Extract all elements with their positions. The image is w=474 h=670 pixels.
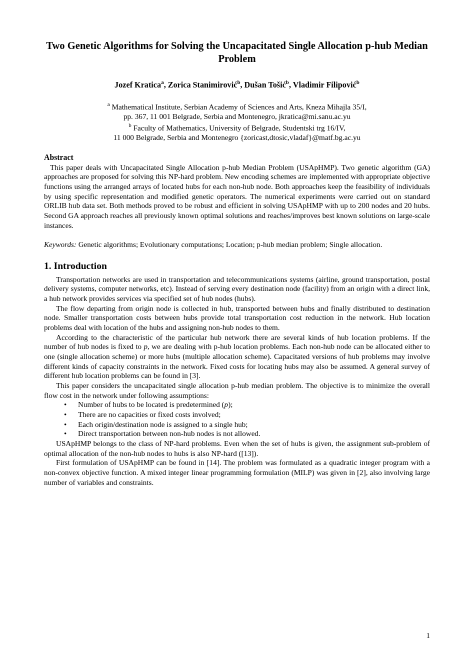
- intro-p3-part-b: , we are dealing with p-hub location problems. Each non-hub node can be allocated either to one (single allocation scheme) or more hubs (multiple allocation scheme). Capacitated versions of hub problems may involve different kinds of capacity constraints in the network. Fixed costs for locating hubs may also be assumed. A general survey of different hub location problems can be found in [3].: [44, 342, 430, 381]
- author-name: Dušan Tošić: [244, 80, 286, 90]
- list-item: [64, 420, 430, 430]
- affiliation-a-sup: a: [107, 101, 110, 108]
- bullet1-part-a: Number of hubs to be located is predetermined (: [78, 400, 225, 410]
- author-name: Zorica Stanimirović: [167, 80, 238, 90]
- intro-paragraph-3: [44, 333, 430, 381]
- assumption-list: [44, 400, 430, 439]
- affiliations: [44, 101, 430, 143]
- bullet-mark: •: [64, 429, 67, 439]
- section-heading: 1. Introduction: [44, 260, 107, 272]
- author-list: [44, 78, 430, 91]
- bullet1-part-b: );: [228, 400, 233, 410]
- affiliation-a-line2: pp. 367, 11 001 Belgrade, Serbia and Montenegro, jkratica@mi.sanu.ac.yu: [123, 111, 351, 121]
- intro-p3-part-a: According to the characteristic of the particular hub network there are several kinds of hub location problems. If the number of hub nodes is fixed to: [44, 332, 430, 352]
- affiliation-b: [44, 122, 430, 133]
- affiliation-a-line1: Mathematical Institute, Serbian Academy of Sciences and Arts, Kneza Mihajla 35/I,: [111, 102, 367, 112]
- list-item: [64, 410, 430, 420]
- affiliation-b-line1: Faculty of Mathematics, University of Belgrade, Studentski trg 16/IV,: [133, 123, 346, 133]
- intro-paragraph-2: The flow departing from origin node is collected in hub, transported between hubs and finally distributed to destination node. Smaller transportation costs between hubs provide total transportation cost reduction in the network. Hub location problems deal with location of the hubs and assigning non-hub nodes to them.: [44, 303, 430, 333]
- keywords-text: Genetic algorithms; Evolutionary computations; Location; p-hub median problem; Single allocation.: [78, 240, 383, 250]
- bullet-mark: •: [64, 419, 67, 429]
- bullet3-text: Each origin/destination node is assigned to a single hub;: [78, 419, 248, 429]
- keywords-label: Keywords:: [44, 240, 77, 250]
- author-name: Jozef Kratica: [114, 80, 162, 90]
- bullet4-text: Direct transportation between non-hub nodes is not allowed.: [78, 429, 261, 439]
- list-item: [64, 429, 430, 439]
- affiliation-a: [44, 101, 430, 112]
- intro-paragraph-4: This paper considers the uncapacitated single allocation p-hub median problem. The objective is to minimize the overall flow cost in the network under following assumptions:: [44, 381, 430, 400]
- keywords: [44, 240, 430, 250]
- author-separator: ,: [163, 80, 168, 90]
- abstract-text: This paper deals with Uncapacitated Single Allocation p-hub Median Problem (USApHMP). Two genetic algorithm (GA) approaches are proposed for solving this NP-hard problem. New encoding schemes are implemented with appropriate objective functions using the arranged arrays of located hubs for each non-hub node. Both approaches keep the feasibility of individuals by using specific representation and modified genetic operators. The numerical experiments were carried out on standard ORLIB hub data set. Both methods proved to be robust and efficient in solving USApHMP with up to 200 nodes and 20 hubs. Second GA approach reaches all previously known optimal solutions and reaches/improves best known solutions on large-scale instances.: [44, 162, 430, 230]
- author-name: Vladimir Filipović: [292, 80, 357, 90]
- intro-paragraph-5: USApHMP belongs to the class of NP-hard problems. Even when the set of hubs is given, the assignment sub-problem of optimal allocation of the non-hub nodes to hubs is also NP-hard ([13]).: [44, 438, 430, 458]
- affiliation-b-sup: b: [128, 122, 132, 129]
- intro-paragraph-1: Transportation networks are used in transportation and telecommunications systems (airline, ground transportation, postal delivery systems, computer networks, etc). Instead of serving every destination node (facility) from an origin with a direct link, a hub network provides services via specified set of hub nodes (hubs).: [44, 274, 430, 304]
- affiliation-b-line2: 11 000 Belgrade, Serbia and Montenegro {zoricast,dtosic,vladaf}@matf.bg.ac.yu: [113, 132, 361, 142]
- list-item: [64, 400, 430, 410]
- author-affil-sup: b: [237, 80, 241, 86]
- author-affil-sup: b: [285, 80, 289, 86]
- bullet-mark: •: [64, 410, 67, 419]
- paper-title: Two Genetic Algorithms for Solving the Uncapacitated Single Allocation p-hub Median Problem: [46, 41, 428, 65]
- bullet1-italic-p: p: [224, 400, 229, 410]
- bullet-mark: •: [64, 400, 67, 410]
- author-affil-sup: b: [356, 80, 360, 86]
- page-number: 1: [426, 631, 430, 640]
- bullet2-text: There are no capacities or fixed costs involved;: [78, 410, 221, 419]
- author-separator: ,: [288, 80, 293, 90]
- abstract-heading: Abstract: [44, 152, 74, 162]
- intro-p3-italic-p: p: [143, 342, 148, 352]
- author-affil-sup: a: [161, 80, 164, 86]
- intro-paragraph-6: First formulation of USApHMP can be found in [14]. The problem was formulated as a quadratic integer program with a non-convex objective function. A mixed integer linear programming formulation (MILP) was given in [2], also involving large number of variables and constraints.: [44, 458, 430, 487]
- author-separator: ,: [240, 80, 245, 90]
